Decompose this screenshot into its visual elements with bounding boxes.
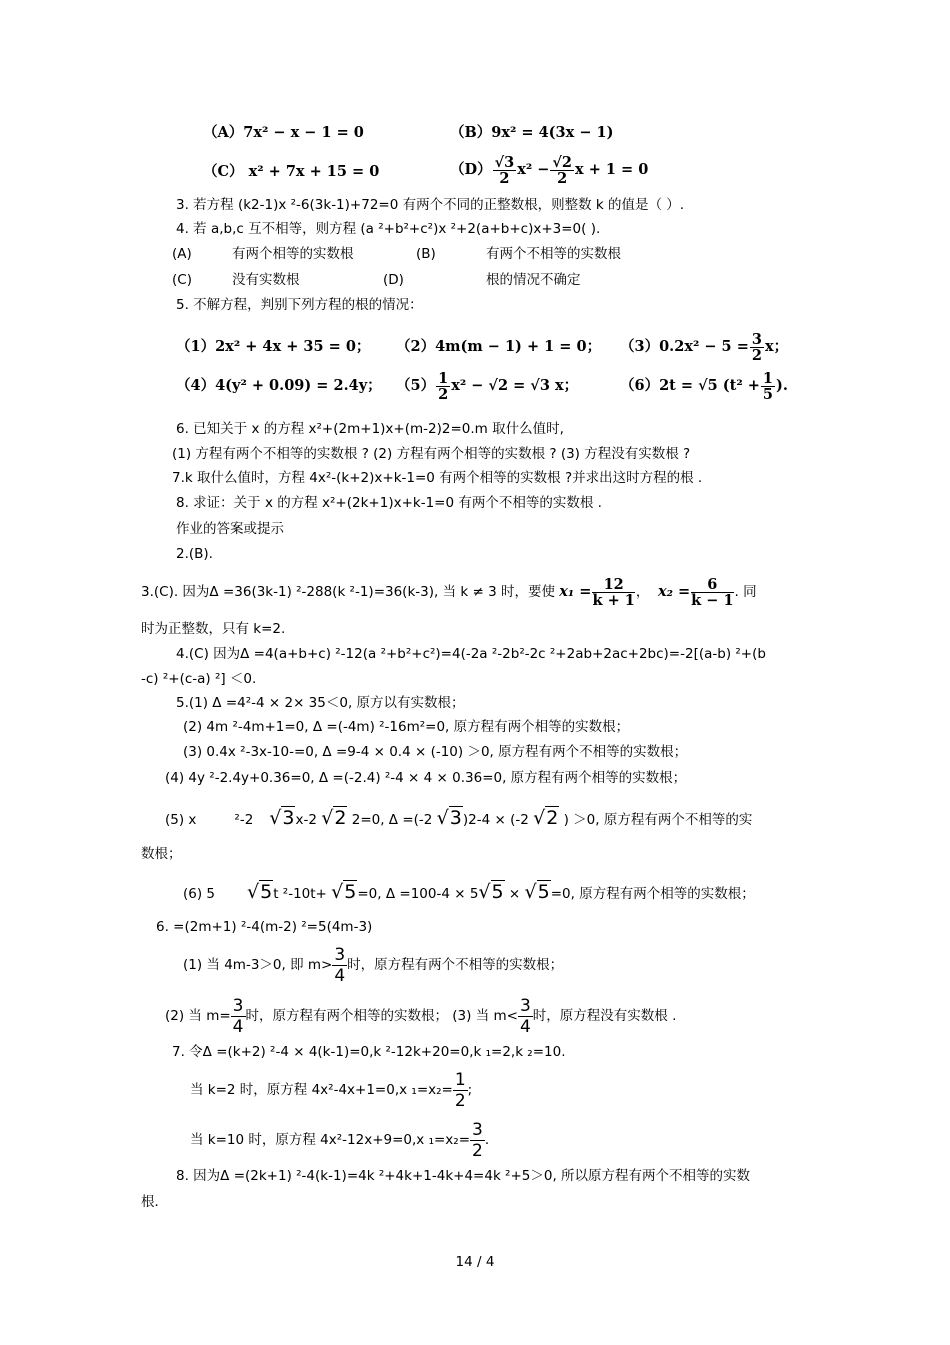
question-5: 5. 不解方程，判别下列方程的根的情况： [176,297,423,313]
equation-part: x； [764,338,789,355]
sqrt-5: √5 [247,881,273,903]
option-d-label: （D） [450,161,492,178]
equation-part: x² − √2 = √3 x； [451,377,579,394]
answer-text: 时，原方程没有实数根 . [532,1008,677,1024]
option-d-equation [450,152,648,188]
answer-text: (6) 5 [183,886,216,902]
answer-text: 时，原方程有两个不相等的实数根； [347,957,564,973]
q4-option-d-label: (D) [383,272,404,288]
q5-equation-4: （4）4(y² + 0.09) = 2.4y； [176,377,382,394]
answer-4-line-1: 4.(C) 因为Δ =4(a+b+c) ²-12(a ²+b²+c²)=4(-2a ²-2b²-2c ²+2ab+2ac+2bc)=-2[(a-b) ²+(b [176,646,766,662]
fraction [436,371,450,402]
fraction-denominator: 2 [557,169,568,187]
answer-8-line-1: 8. 因为Δ =(2k+1) ²-4(k-1)=4k ²+4k+1-4k+4=4k ²+5＞0, 所以原方程有两个不相等的实数 [176,1168,751,1184]
answer-text: =0, Δ =100-4 × 5 [357,886,479,902]
sqrt-5: √5 [524,881,550,903]
fraction [750,332,764,363]
answers-title: 作业的答案或提示 [176,521,284,537]
answer-6-2-3 [165,993,676,1039]
answer-5-4: (4) 4y ²-2.4y+0.36=0, Δ =(-2.4) ²-4 × 4 × 0.36=0, 原方程有两个相等的实数根； [165,770,687,786]
radicand: 3 [449,807,462,829]
answer-text: )2-4 × (-2 [462,812,529,828]
q4-option-c-label: (C) [172,272,192,288]
radicand: 3 [282,807,295,829]
answer-6-1 [183,942,563,988]
option-b-equation: （B）9x² = 4(3x − 1) [450,124,614,141]
answer-text: t ²-10t+ [273,886,327,902]
sqrt-5: √5 [331,881,357,903]
fraction [332,945,347,986]
fraction [518,996,533,1037]
fraction-denominator: 2 [454,1090,466,1111]
fraction-numerator: √3 [494,153,515,171]
page-number: 14 / 4 [455,1254,495,1270]
x2-label: x₂ = [657,583,691,600]
fraction [453,1070,468,1111]
fraction-numerator: 3 [232,995,244,1016]
answer-text: (5) x [165,812,197,828]
fraction-denominator: 4 [232,1016,244,1037]
fraction-denominator: k + 1 [592,591,635,609]
answer-4-line-2: -c) ²+(c-a) ²] ＜0. [141,671,257,687]
fraction-numerator: 3 [472,1119,483,1140]
radicand: 5 [344,881,357,903]
fraction-numerator: 3 [519,995,531,1016]
x1-label: x₁ = [559,583,592,600]
option-d-middle: x² − [517,161,550,178]
q4-option-a-label: (A) [172,246,192,262]
q5-equation-5 [396,368,578,404]
answer-5-2: (2) 4m ²-4m+1=0, Δ =(-4m) ²-16m²=0, 原方程有两个相等的实数根； [183,719,630,735]
fraction-denominator: 2 [751,346,762,364]
fraction-numerator: √2 [552,153,573,171]
answer-text: × [508,886,521,902]
answer-5-5 [165,805,752,833]
fraction-numerator: 1 [762,369,773,387]
sqrt-3: √3 [436,807,462,829]
fraction-denominator: 5 [762,385,773,403]
fraction-numerator: 3 [334,944,346,965]
equation-part: （5） [396,377,436,394]
option-c-equation: （C） x² + 7x + 15 = 0 [203,163,380,180]
fraction-numerator: 3 [751,330,762,348]
answer-5-5-line-2: 数根； [141,846,182,862]
answer-5-3: (3) 0.4x ²-3x-10-=0, Δ =9-4 × 0.4 × (-10) ＞0, 原方程有两个不相等的实数根； [183,744,688,760]
answer-text: x-2 [295,812,317,828]
sqrt-2: √2 [321,807,347,829]
answer-text: . [484,1132,490,1148]
q5-equation-6 [620,368,788,404]
option-d-end: x + 1 = 0 [575,161,649,178]
answer-text: (1) 当 4m-3＞0, 即 m> [183,957,333,973]
fraction-denominator: 2 [499,169,510,187]
answer-6: 6. =(2m+1) ²-4(m-2) ²=5(4m-3) [156,919,373,935]
equation-part: （6）2t = √5 (t² + [620,377,760,394]
radicand: 5 [537,881,550,903]
fraction [761,371,775,402]
q4-option-d-text: 根的情况不确定 [486,272,581,288]
q5-equation-3 [620,329,788,365]
option-a-equation: （A）7x² − x − 1 = 0 [203,124,364,141]
answer-8-line-2: 根． [141,1194,168,1210]
fraction-denominator: 2 [438,385,449,403]
answer-text: ; [467,1082,473,1098]
question-7: 7.k 取什么值时，方程 4x²-(k+2)x+k-1=0 有两个相等的实数根 ?并求出这时方程的根 . [172,470,703,486]
question-8: 8. 求证：关于 x 的方程 x²+(2k+1)x+k-1=0 有两个不相等的实数根 . [176,495,602,511]
fraction-denominator: 4 [519,1016,531,1037]
fraction-numerator: 6 [691,577,733,593]
answer-3-line-1: 3.(C). 因为Δ =36(3k-1) ²-288(k ²-1)=36(k-3), 当 k ≠ 3 时，要使 x₁ = $\frac{12}{k + 1}$ ， x₂ = $\frac{6}{k - 1}$ . 同 [141,575,757,609]
fraction [470,1120,485,1161]
answer-2: 2.(B). [176,546,213,562]
radicand: 5 [491,881,504,903]
answer-text: 当 k=10 时，原方程 4x²-12x+9=0,x ₁=x₂= [190,1132,471,1148]
fraction-denominator: 4 [334,965,346,986]
sqrt-5: √5 [478,881,504,903]
question-6-parts: (1) 方程有两个不相等的实数根 ? (2) 方程有两个相等的实数根 ? (3) 方程没有实数根 ? [172,446,691,462]
equation-part: （3）0.2x² − 5 = [620,338,749,355]
answer-text: =0, 原方程有两个相等的实数根； [550,886,755,902]
fraction-denominator: k − 1 [691,591,734,609]
option-d-fraction-1 [493,155,517,186]
option-d-fraction-2 [550,155,574,186]
fraction-denominator: 2 [472,1140,483,1161]
fraction-numerator: 12 [592,577,634,593]
answer-text: . 同 [734,584,757,600]
q5-equation-1: （1）2x² + 4x + 35 = 0； [176,338,371,355]
fraction-numerator: 1 [454,1069,466,1090]
x1-fraction [592,577,634,608]
question-6: 6. 已知关于 x 的方程 x²+(2m+1)x+(m-2)2=0.m 取什么值时, [176,421,564,437]
sqrt-2: √2 [533,807,559,829]
x2-fraction [691,577,733,608]
radicand: 2 [334,807,347,829]
question-3: 3. 若方程 (k2-1)x ²-6(3k-1)+72=0 有两个不同的正整数根，则整数 k 的值是（ ）. [176,197,685,213]
answer-5-1: 5.(1) Δ =4²-4 × 2× 35＜0, 原方以有实数根； [176,695,465,711]
answer-7-2 [190,1117,489,1163]
q4-option-b-label: (B) [416,246,436,262]
answer-text: 2=0, Δ =(-2 [351,812,433,828]
answer-text: ) ＞0, 原方程有两个不相等的实 [563,812,753,828]
sqrt-3: √3 [269,807,295,829]
fraction [231,996,246,1037]
answer-text: 当 k=2 时，原方程 4x²-4x+1=0,x ₁=x₂= [190,1082,453,1098]
answer-5-6 [183,879,755,907]
fraction-numerator: 1 [438,369,449,387]
radicand: 5 [260,881,273,903]
q5-equation-2: （2）4m(m − 1) + 1 = 0； [396,338,602,355]
answer-text: 3.(C). 因为Δ =36(3k-1) ²-288(k ²-1)=36(k-3), 当 k ≠ 3 时，要使 [141,584,555,600]
q4-option-c-text: 没有实数根 [232,272,300,288]
answer-text: 时，原方程有两个相等的实数根； (3) 当 m< [245,1008,518,1024]
answer-text: (2) 当 m= [165,1008,231,1024]
q4-option-b-text: 有两个不相等的实数根 [486,246,621,262]
answer-text: ²-2 [234,812,254,828]
answer-7: 7. 令Δ =(k+2) ²-4 × 4(k-1)=0,k ²-12k+20=0,k ₁=2,k ₂=10. [172,1044,566,1060]
answer-3-line-2: 时为正整数，只有 k=2. [141,621,286,637]
question-4: 4. 若 a,b,c 互不相等，则方程 (a ²+b²+c²)x ²+2(a+b+c)x+3=0( ). [176,221,601,237]
equation-part: ). [776,377,788,394]
radicand: 2 [546,807,559,829]
answer-7-1 [190,1067,472,1113]
q4-option-a-text: 有两个相等的实数根 [232,246,354,262]
